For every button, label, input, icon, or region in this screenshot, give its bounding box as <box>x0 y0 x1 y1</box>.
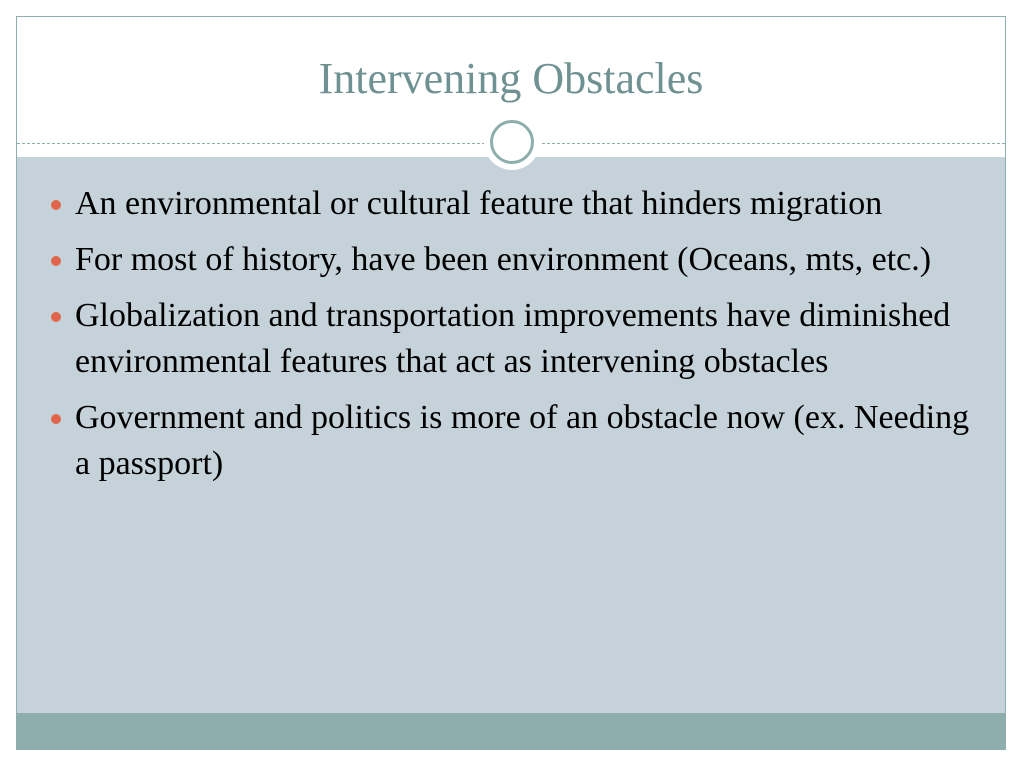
bullet-text: An environmental or cultural feature that hinders migration <box>75 185 883 222</box>
bullet-text: Government and politics is more of an obstacle now (ex. Needing a passport) <box>75 399 970 482</box>
bullet-text: For most of history, have been environment (Oceans, mts, etc.) <box>75 241 932 278</box>
bullet-item <box>49 181 989 227</box>
bullet-dot-icon <box>51 200 61 210</box>
bullet-dot-icon <box>51 414 61 424</box>
bullet-item <box>49 395 989 487</box>
bullet-dot-icon <box>51 256 61 266</box>
slide <box>16 16 1006 750</box>
bullet-item <box>49 293 989 385</box>
bullet-item <box>49 237 989 283</box>
ring-icon <box>490 120 534 164</box>
bullet-dot-icon <box>51 312 61 322</box>
bullet-text: Globalization and transportation improvements have diminished environmental features that act as intervening obstacles <box>75 297 951 380</box>
slide-title: Intervening Obstacles <box>318 54 704 103</box>
footer-bar <box>17 713 1005 749</box>
bullet-list <box>49 181 989 497</box>
circle-ornament-icon <box>484 114 540 170</box>
